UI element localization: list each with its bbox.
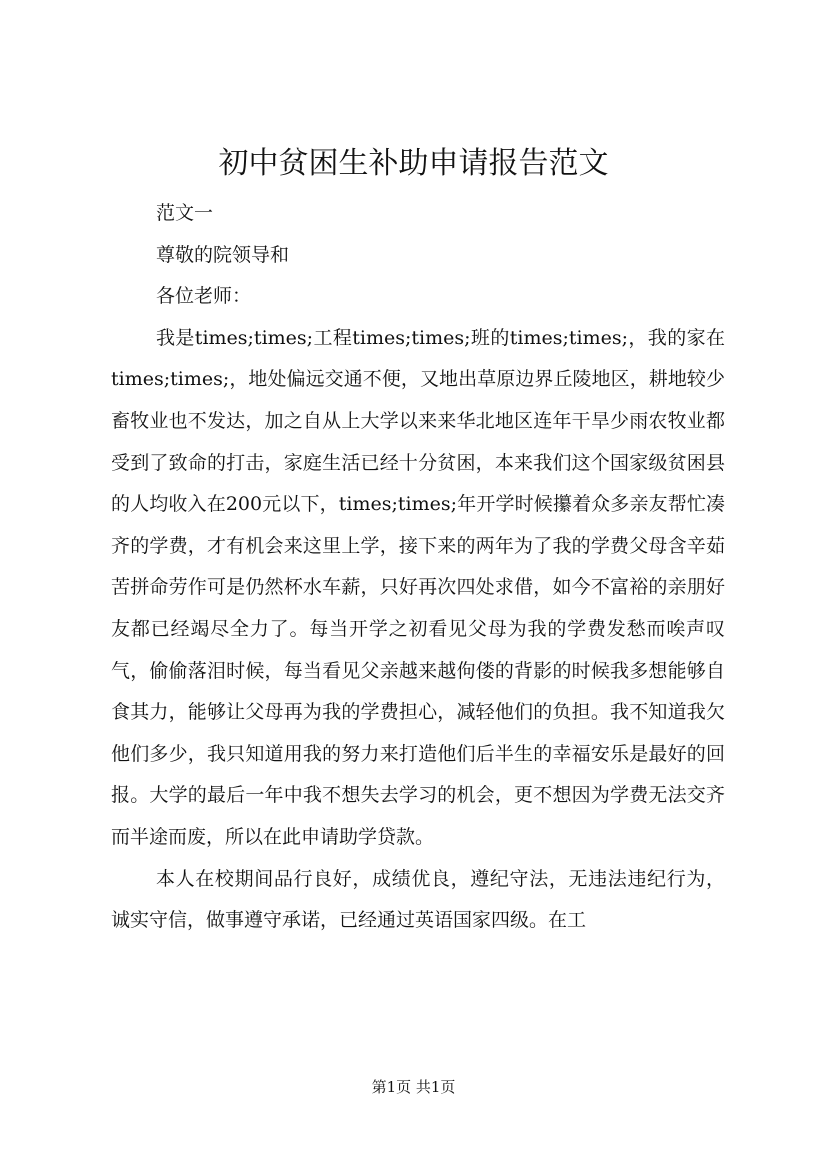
page-total: 共1页 — [415, 1078, 456, 1096]
paragraph-salutation: 尊敬的院领导和 — [156, 243, 290, 266]
paragraph-heading: 范文一 — [156, 202, 214, 224]
page-number: 第1页 — [371, 1078, 412, 1096]
paragraph-body: 我是times;times;工程times;times;班的times;times;，我的家在times;times;，地处偏远交通不便，又地出草原边界丘陵地区，耕地较少畜牧业也不发达，加之自从上大学以来来华北地区连年干旱少雨农牧业都受到了致命的打击，家庭生活已经十分贫困，本来我们这个国家级贫困县的人均收入在200元以下，times;times;年开学时候攥着众多亲友帮忙凑齐的学费，才有机会来这里上学，接下来的两年为了我的学费父母含辛茹苦拼命劳作可是仍然杯水车薪，只好再次四处求借，如今不富裕的亲朋好友都已经竭尽全力了。每当开学之初看见父母为我的学费发愁而唉声叹气，偷偷落泪时候，每当看见父亲越来越佝偻的背影的时候我多想能够自食其力，能够让父母再为我的学费担心，减轻他们的负担。我不知道我欠他们多少，我只知道用我的努力来打造他们后半生的幸福安乐是最好的回报。大学的最后一年中我不想失去学习的机会，更不想因为学费无法交齐而半途而废，所以在此申请助学贷款。 — [111, 326, 725, 848]
paragraph-body: 本人在校期间品行良好，成绩优良，遵纪守法，无违法违纪行为，诚实守信，做事遵守承诺，已经通过英语国家四级。在工 — [111, 867, 725, 932]
page-footer — [0, 1076, 827, 1098]
document-body — [111, 193, 725, 942]
document-title: 初中贫困生补助申请报告范文 — [218, 146, 609, 181]
paragraph-salutation-continued: 各位老师： — [156, 285, 252, 308]
